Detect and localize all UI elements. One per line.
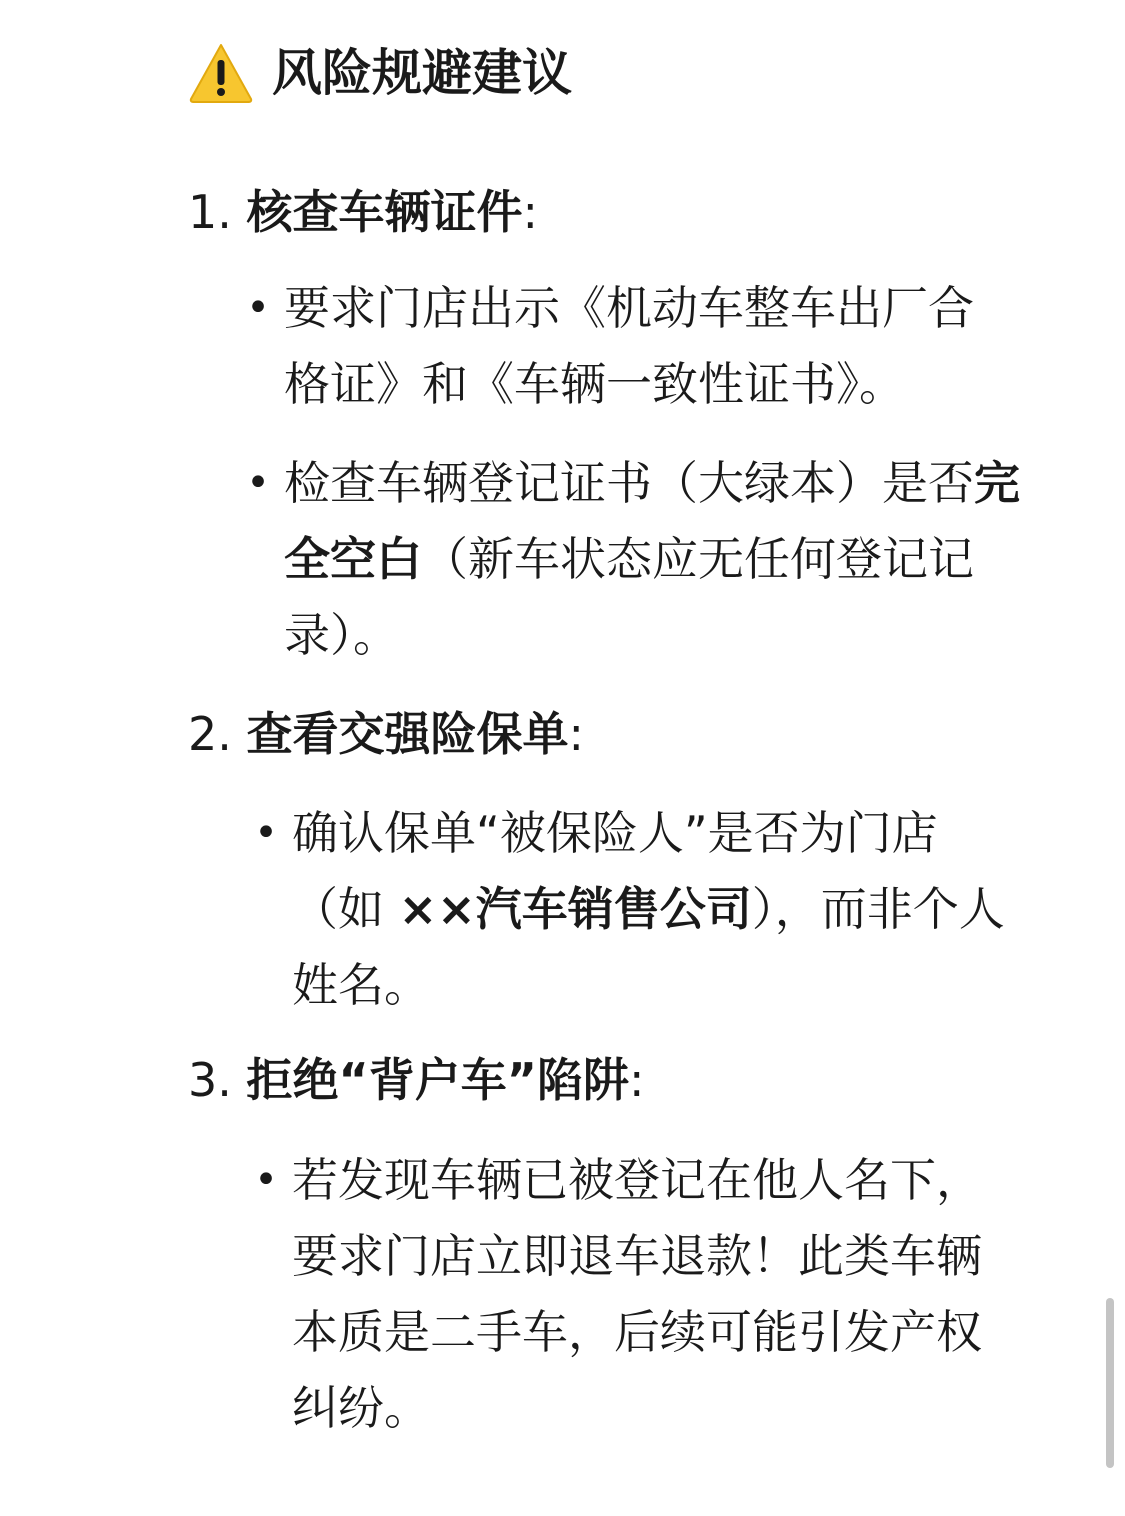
item-colon: : xyxy=(522,185,539,239)
text-line xyxy=(284,445,1020,521)
item-number: 1. xyxy=(188,185,232,239)
list-item xyxy=(292,795,1005,1023)
item-number: 2. xyxy=(188,707,232,761)
numbered-item-2 xyxy=(188,702,584,766)
section-heading xyxy=(188,38,572,108)
item-colon: : xyxy=(628,1053,645,1107)
list-item xyxy=(284,270,974,422)
list-item xyxy=(292,1142,982,1446)
text-bold: 全空白 xyxy=(284,532,422,586)
text-line: 姓名。 xyxy=(292,958,430,1012)
text-line: 确认保单“被保险人”是否为门店 xyxy=(292,806,938,860)
item-number: 3. xyxy=(188,1053,232,1107)
text-plain: ），而非个人 xyxy=(751,882,1005,936)
text-line xyxy=(284,521,1020,597)
warning-icon xyxy=(188,42,254,104)
bullet-dot: • xyxy=(246,285,270,331)
bullet-dot: • xyxy=(254,1157,278,1203)
text-plain: （如 xyxy=(292,882,399,936)
item-title: 核查车辆证件 xyxy=(246,185,523,239)
text-line: 要求门店立即退车退款！此类车辆 xyxy=(292,1229,982,1283)
text-line xyxy=(292,871,1005,947)
text-bold: ××汽车销售公司 xyxy=(398,882,752,936)
text-line: 纠纷。 xyxy=(292,1381,430,1435)
item-title: 查看交强险保单 xyxy=(246,707,569,761)
item-title: 拒绝“背户车”陷阱 xyxy=(246,1053,629,1107)
bullet-dot: • xyxy=(246,460,270,506)
list-item xyxy=(284,445,1020,673)
text-line: 本质是二手车，后续可能引发产权 xyxy=(292,1305,982,1359)
item-colon: : xyxy=(568,707,585,761)
text-plain: （新车状态应无任何登记记 xyxy=(422,532,974,586)
text-line: 录）。 xyxy=(284,608,399,662)
text-line: 若发现车辆已被登记在他人名下， xyxy=(292,1153,982,1207)
text-line: 要求门店出示《机动车整车出厂合 xyxy=(284,281,974,335)
bullet-dot: • xyxy=(254,810,278,856)
text-line: 格证》和《车辆一致性证书》。 xyxy=(284,357,905,411)
heading-text: 风险规避建议 xyxy=(272,44,572,102)
scrollbar-thumb[interactable] xyxy=(1106,1298,1114,1468)
text-plain: 检查车辆登记证书（大绿本）是否 xyxy=(284,456,974,510)
numbered-item-1 xyxy=(188,180,538,244)
text-bold: 完 xyxy=(974,456,1020,510)
numbered-item-3 xyxy=(188,1048,644,1112)
